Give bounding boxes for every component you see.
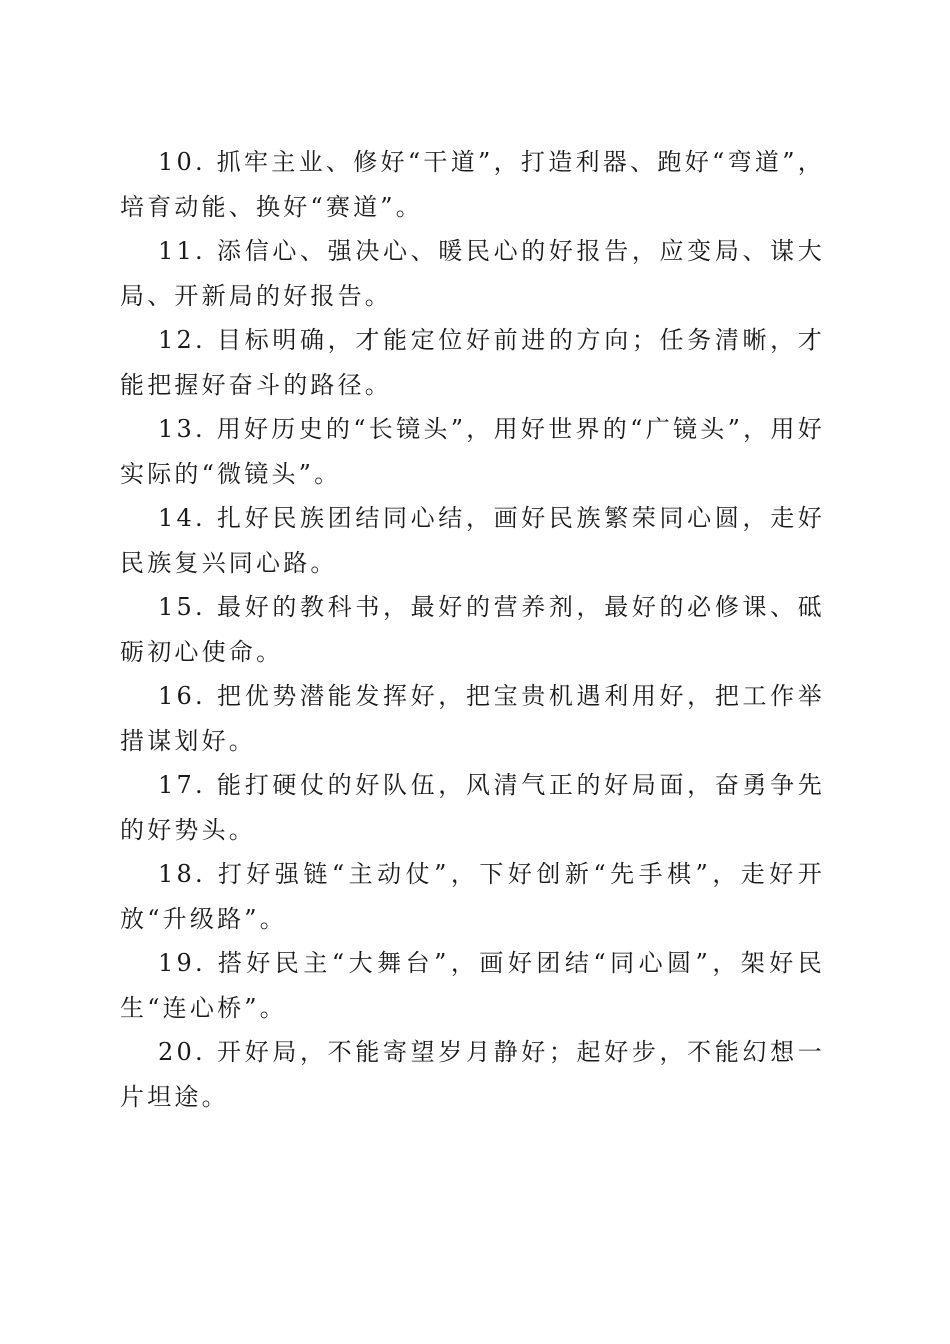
- paragraph-14: 14. 扎好民族团结同心结，画好民族繁荣同心圆，走好民族复兴同心路。: [120, 504, 825, 577]
- paragraph-11: 11. 添信心、强决心、暖民心的好报告，应变局、谋大局、开新局的好报告。: [120, 237, 825, 310]
- paragraph-17: 17. 能打硬仗的好队伍，风清气正的好局面，奋勇争先的好势头。: [120, 771, 825, 844]
- paragraph-12: 12. 目标明确，才能定位好前进的方向；任务清晰，才能把握好奋斗的路径。: [120, 326, 825, 399]
- paragraph-18: 18. 打好强链“主动仗”，下好创新“先手棋”，走好开放“升级路”。: [120, 860, 825, 933]
- paragraph-19: 19. 搭好民主“大舞台”，画好团结“同心圆”，架好民生“连心桥”。: [120, 949, 825, 1022]
- paragraph-16: 16. 把优势潜能发挥好，把宝贵机遇利用好，把工作举措谋划好。: [120, 682, 825, 755]
- paragraph-13: 13. 用好历史的“长镜头”，用好世界的“广镜头”，用好实际的“微镜头”。: [120, 415, 825, 488]
- paragraph-15: 15. 最好的教科书，最好的营养剂，最好的必修课、砥砺初心使命。: [120, 593, 825, 666]
- paragraph-10: 10. 抓牢主业、修好“干道”，打造利器、跑好“弯道”，培育动能、换好“赛道”。: [120, 148, 825, 221]
- document-body: [120, 140, 825, 1119]
- paragraph-20: 20. 开好局，不能寄望岁月静好；起好步，不能幻想一片坦途。: [120, 1038, 825, 1111]
